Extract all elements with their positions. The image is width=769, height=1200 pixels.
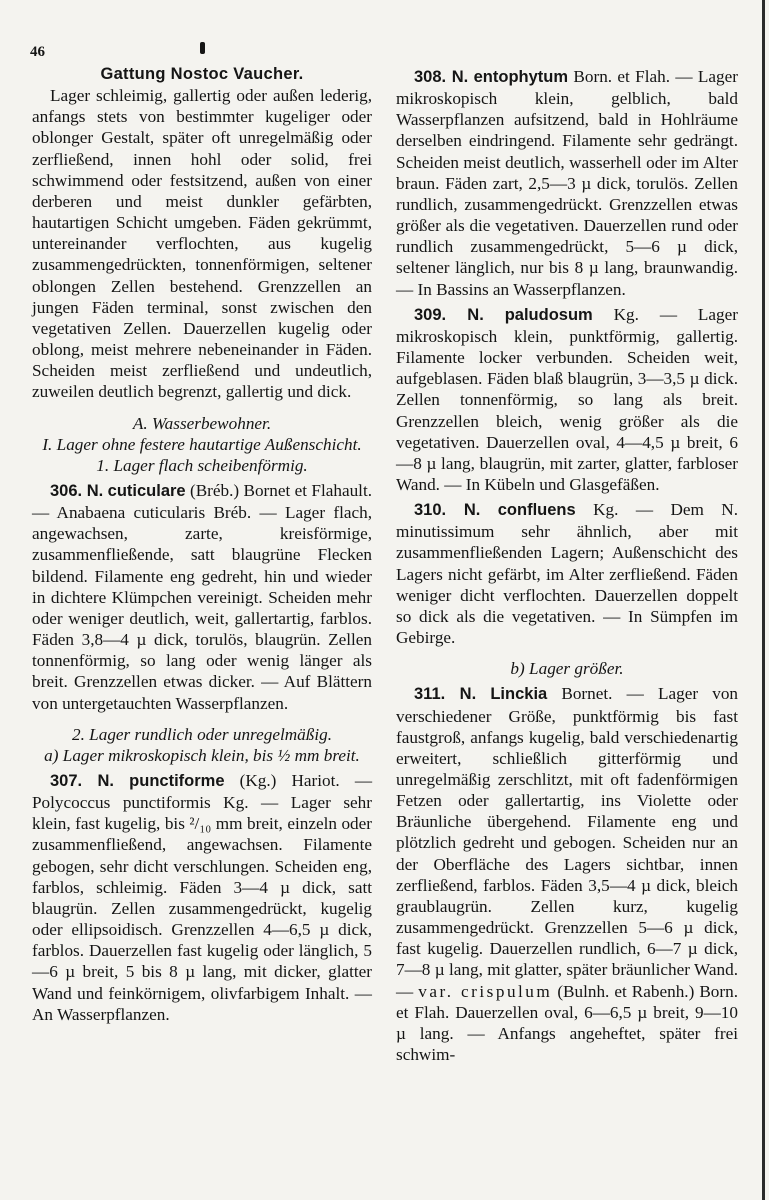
- ink-mark: [200, 42, 205, 54]
- species-309-text: Kg. — Lager mikroskopisch klein, punktförmig, gallertig. Filamente locker verbunden. Scheiden weit, aufgeblasen. Fäden blaß blaugrün, 3—3,5 µ dick. Zellen tonnenförmig, so lang als breit. Grenzzellen bleich, wenig größer als die vegetativen. Dauerzellen oval, 4—4,5 µ breit, 6—8 µ lang, blaugrün, mit zarter, glatter, farbloser Wand. — In Kübeln und Glasgefäßen.: [396, 304, 739, 494]
- species-310-entry: [396, 499, 738, 648]
- species-311-number: 311. N.: [414, 685, 477, 704]
- genus-description: Lager schleimig, gallertig oder außen lederig, anfangs stets von bestimmter kugeliger oder oblonger Gestalt, später oft unregelmäßig oder zerfließend, innen hohl oder solid, frei schwimmend oder festsitzend, außen von einer derberen und meist dunkler gefärbten, hautartigen Schicht umgeben. Fäden gekrümmt, untereinander verflochten, aus kugelig zusammengedrückten, tonnenförmigen, seltener oblongen Zellen bestehend. Grenzzellen an jungen Fäden terminal, sonst zwischen den vegetativen Zellen. Dauerzellen kugelig oder oblong, meist mehrere nebeneinander in Fäden. Scheiden meist zerfließend und undeutlich, zuweilen deutlich begrenzt, gallertig und dick.: [32, 86, 372, 402]
- species-311-variety-label: var. crispulum: [418, 981, 553, 1001]
- species-310-name: confluens: [497, 501, 576, 520]
- species-308-entry: [396, 66, 738, 300]
- section-heading-a: A. Wasserbewohner.: [132, 413, 272, 433]
- species-310-text: Kg. — Dem N. minutissimum sehr ähnlich, aber mit zusammenfließenden Lagern; Außenschicht des Lagers nicht gefärbt, im Alter zerfließend. Fäden weniger dicht verflochten. Dauerzellen doppelt so dick als die vegetativen. — In Sümpfen im Gebirge.: [396, 500, 738, 648]
- species-307-name: punctiforme: [129, 772, 225, 790]
- species-307-number: 307. N.: [50, 772, 115, 790]
- section-heading-2: 2. Lager rundlich oder unregelmäßig.: [71, 724, 333, 744]
- species-311-name: Linckia: [490, 685, 548, 704]
- right-column: [396, 62, 738, 1065]
- species-309-number: 309. N.: [414, 305, 484, 324]
- section-heading-b: b) Lager größer.: [510, 659, 624, 679]
- genus-title: Gattung Nostoc Vaucher.: [100, 65, 304, 83]
- species-307-text: (Kg.) Hariot. — Polycoccus punctiformis Kg. — Lager sehr klein, fast kugelig, bis ²/₁₀ mm breit, einzeln oder zusammenfließend, angewachsen. Filamente gebogen, sehr dicht verschlungen. Scheiden eng, farblos, schleimig. Fäden 3—4 µ dick, satt blaugrün. Zellen zusammengedrückt, kugelig oder ellipsoidisch. Grenzzellen 4—6,5 µ dick, farblos. Dauerzellen fast kugelig oder länglich, 5—6 µ breit, 5 bis 8 µ lang, mit dicker, glatter Wand und feinkörnigem, olivfarbigem Inhalt. — An Wasserpflanzen.: [32, 771, 373, 1024]
- species-311-text: Bornet. — Lager von verschiedener Größe, punktförmig bis fast faustgroß, anfangs kugelig, bald verschiedenartig erweitert, schließlich gitterförmig und unregelmäßig zerschlitzt, mit oft fadenförmigen Fetzen oder gallertartig, ins Violette oder Bräunliche übergehend. Filamente eng und plötzlich gedreht und gebogen. Scheiden nur an der Oberfläche des Lagers sichtbar, innen zerfließend, farblos. Fäden 3,5—4 µ dick, bleich graublaugrün. Zellen kurz, kugelig zusammengedrückt. Grenzzellen 5—6 µ dick, fast kugelig. Dauerzellen rundlich, 6—7 µ dick, 7—8 µ lang, mit glatter, später bräunlicher Wand. —: [396, 684, 739, 1001]
- species-309-name: paludosum: [504, 305, 593, 324]
- page-edge-shadow: [762, 0, 765, 1200]
- species-307-entry: [32, 770, 372, 1025]
- species-306-entry: [32, 480, 372, 714]
- left-column: [32, 64, 372, 1025]
- section-heading-i: I. Lager ohne festere hautartige Außenschicht.: [42, 434, 362, 454]
- species-309-entry: [396, 304, 738, 495]
- species-310-number: 310. N.: [414, 501, 481, 520]
- species-306-number: 306. N.: [50, 481, 104, 500]
- species-306-text: (Bréb.) Bornet et Flahault. — Anabaena cuticularis Bréb. — Lager flach, angewachsen, zarte, kreisförmige, zusammenfließende, satt blaugrüne Flecken bildend. Filamente eng gedreht, hin und wieder in dichtere Klümpchen vereinigt. Scheiden mehr oder weniger deutlich, weit, gallertartig, farblos. Fäden 3,8—4 µ dick, torulös, blaugrün. Zellen tonnenförmig, so lang oder wenig länger als breit. Grenzzellen etwas dicker. — Auf Blättern von untergetauchten Wasserpflanzen.: [32, 480, 373, 713]
- species-308-name: entophytum: [473, 68, 569, 86]
- page-number: 46: [30, 44, 45, 60]
- species-306-name: cuticulare: [107, 481, 186, 500]
- section-heading-2a: a) Lager mikroskopisch klein, bis ½ mm breit.: [44, 745, 360, 765]
- species-311-variety-text: (Bulnh. et Rabenh.) Born. et Flah. Dauerzellen oval, 6—6,5 µ breit, 9—10 µ lang. — Anfangs angeheftet, später frei schwim-: [396, 981, 739, 1065]
- section-heading-1: 1. Lager flach scheibenförmig.: [96, 455, 308, 475]
- species-308-number: 308. N.: [414, 68, 469, 86]
- species-311-entry: [396, 683, 738, 1065]
- species-308-text: Born. et Flah. — Lager mikroskopisch klein, gelblich, bald Wasserpflanzen aufsitzend, bald in Hohlräume derselben eindringend. Filamente sehr gedrängt. Scheiden meist deutlich, wasserhell oder im Alter braun. Fäden zart, 2,5—3 µ dick, torulös. Zellen rundlich, zusammengedrückt. Grenzzellen etwas größer als die vegetativen. Dauerzellen rund oder rundlich zusammengedrückt, 5—6 µ dick, seltener länglich, nur bis 8 µ lang, braunwandig. — In Bassins an Wasserpflanzen.: [396, 67, 739, 299]
